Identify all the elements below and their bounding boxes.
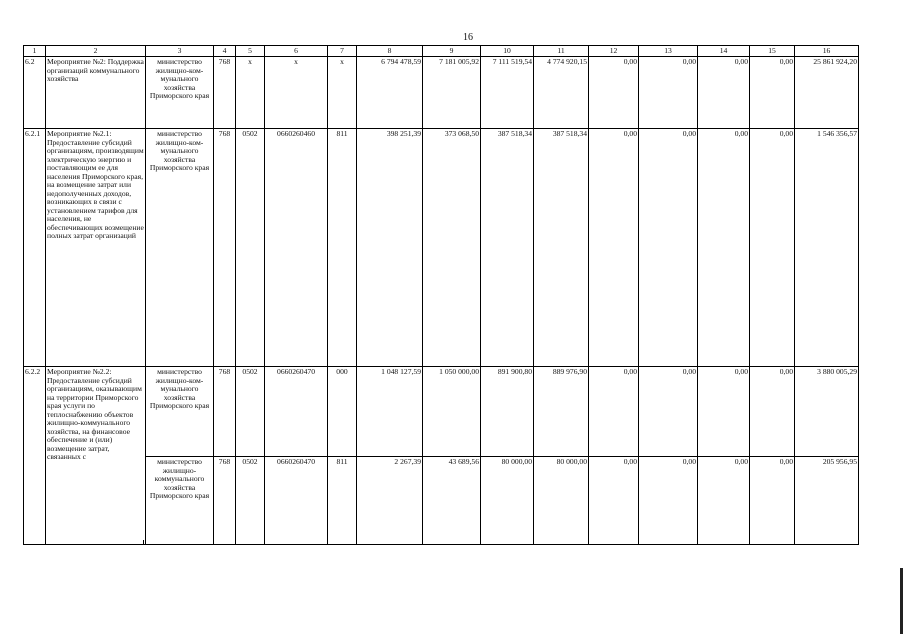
header-cell: 5 <box>236 46 265 57</box>
row-executor: министерство жилищно-ком-мунального хозяйства Приморского края <box>146 129 214 367</box>
row-c5: х <box>236 57 265 129</box>
row-c10: 7 111 519,54 <box>481 57 534 129</box>
row-c10: 891 900,80 <box>481 367 534 457</box>
row-c12: 0,00 <box>589 367 639 457</box>
row-c14: 0,00 <box>698 367 750 457</box>
row-c14: 0,00 <box>698 129 750 367</box>
row-c9: 7 181 005,92 <box>423 57 481 129</box>
row-c12: 0,00 <box>589 129 639 367</box>
row-c11: 80 000,00 <box>534 457 589 545</box>
header-row <box>24 46 859 57</box>
row-c16: 3 880 005,29 <box>795 367 859 457</box>
row-c5: 0502 <box>236 129 265 367</box>
row-c4: 768 <box>214 57 236 129</box>
header-cell: 4 <box>214 46 236 57</box>
row-c13: 0,00 <box>639 57 698 129</box>
page-number: 16 <box>463 32 473 43</box>
row-c15: 0,00 <box>750 457 795 545</box>
row-c9: 1 050 000,00 <box>423 367 481 457</box>
row-c15: 0,00 <box>750 367 795 457</box>
row-c16: 1 546 356,57 <box>795 129 859 367</box>
row-c7: 811 <box>328 457 357 545</box>
row-executor: министерство жилищно-ком-мунального хозяйства Приморского края <box>146 57 214 129</box>
row-c12: 0,00 <box>589 457 639 545</box>
row-c6: 0660260460 <box>265 129 328 367</box>
row-executor: министерство жилищно-коммунального хозяйства Приморского края <box>146 457 214 545</box>
row-c7: х <box>328 57 357 129</box>
header-cell: 16 <box>795 46 859 57</box>
row-c5: 0502 <box>236 457 265 545</box>
budget-table <box>23 45 859 545</box>
header-cell: 2 <box>46 46 146 57</box>
row-c14: 0,00 <box>698 57 750 129</box>
row-code: 6.2 <box>24 57 46 129</box>
row-c13: 0,00 <box>639 367 698 457</box>
header-cell: 12 <box>589 46 639 57</box>
row-c16: 25 861 924,20 <box>795 57 859 129</box>
header-cell: 8 <box>357 46 423 57</box>
scan-mark <box>143 540 144 545</box>
row-c16: 205 956,95 <box>795 457 859 545</box>
row-c6: 0660260470 <box>265 457 328 545</box>
row-c8: 1 048 127,59 <box>357 367 423 457</box>
row-c4: 768 <box>214 457 236 545</box>
scan-edge-mark <box>900 568 903 634</box>
row-name: Мероприятие №2: Поддержка организаций коммунального хозяйства <box>46 57 146 129</box>
row-c15: 0,00 <box>750 57 795 129</box>
row-c10: 387 518,34 <box>481 129 534 367</box>
header-cell: 7 <box>328 46 357 57</box>
row-c7: 811 <box>328 129 357 367</box>
header-cell: 15 <box>750 46 795 57</box>
row-c14: 0,00 <box>698 457 750 545</box>
row-name: Мероприятие №2.1: Предоставление субсидий организациям, производящим электрическую энергию и поставляющим ее для населения Приморского края, на возмещение затрат или недополученных доходов, возникающих в связи с установлением тарифов для населения, не обеспечивающих возмещение полных затрат организаций <box>46 129 146 367</box>
table-row <box>24 457 859 545</box>
header-cell: 10 <box>481 46 534 57</box>
row-c13: 0,00 <box>639 129 698 367</box>
row-c9: 43 689,56 <box>423 457 481 545</box>
row-c11: 4 774 920,15 <box>534 57 589 129</box>
row-c4: 768 <box>214 129 236 367</box>
row-c11: 889 976,90 <box>534 367 589 457</box>
row-c5: 0502 <box>236 367 265 457</box>
table-row <box>24 129 859 367</box>
header-cell: 3 <box>146 46 214 57</box>
header-cell: 13 <box>639 46 698 57</box>
row-c4: 768 <box>214 367 236 457</box>
row-c9: 373 068,50 <box>423 129 481 367</box>
row-c6: 0660260470 <box>265 367 328 457</box>
row-c7: 000 <box>328 367 357 457</box>
row-c12: 0,00 <box>589 57 639 129</box>
row-c6: х <box>265 57 328 129</box>
row-code: 6.2.2 <box>24 367 46 545</box>
header-cell: 14 <box>698 46 750 57</box>
row-name: Мероприятие №2.2: Предоставление субсидий организациям, оказывающим на территории Приморского края услуги по теплоснабжению объектов жилищно-коммунального хозяйства, на финансовое обеспечение и (или) возмещение затрат, связанных с <box>46 367 146 545</box>
header-cell: 6 <box>265 46 328 57</box>
table-row <box>24 367 859 457</box>
row-c11: 387 518,34 <box>534 129 589 367</box>
row-code: 6.2.1 <box>24 129 46 367</box>
row-c8: 6 794 478,59 <box>357 57 423 129</box>
row-c13: 0,00 <box>639 457 698 545</box>
row-c10: 80 000,00 <box>481 457 534 545</box>
table-row <box>24 57 859 129</box>
row-c15: 0,00 <box>750 129 795 367</box>
row-executor: министерство жилищно-ком-мунального хозяйства Приморского края <box>146 367 214 457</box>
header-cell: 1 <box>24 46 46 57</box>
row-c8: 398 251,39 <box>357 129 423 367</box>
header-cell: 9 <box>423 46 481 57</box>
header-cell: 11 <box>534 46 589 57</box>
row-c8: 2 267,39 <box>357 457 423 545</box>
